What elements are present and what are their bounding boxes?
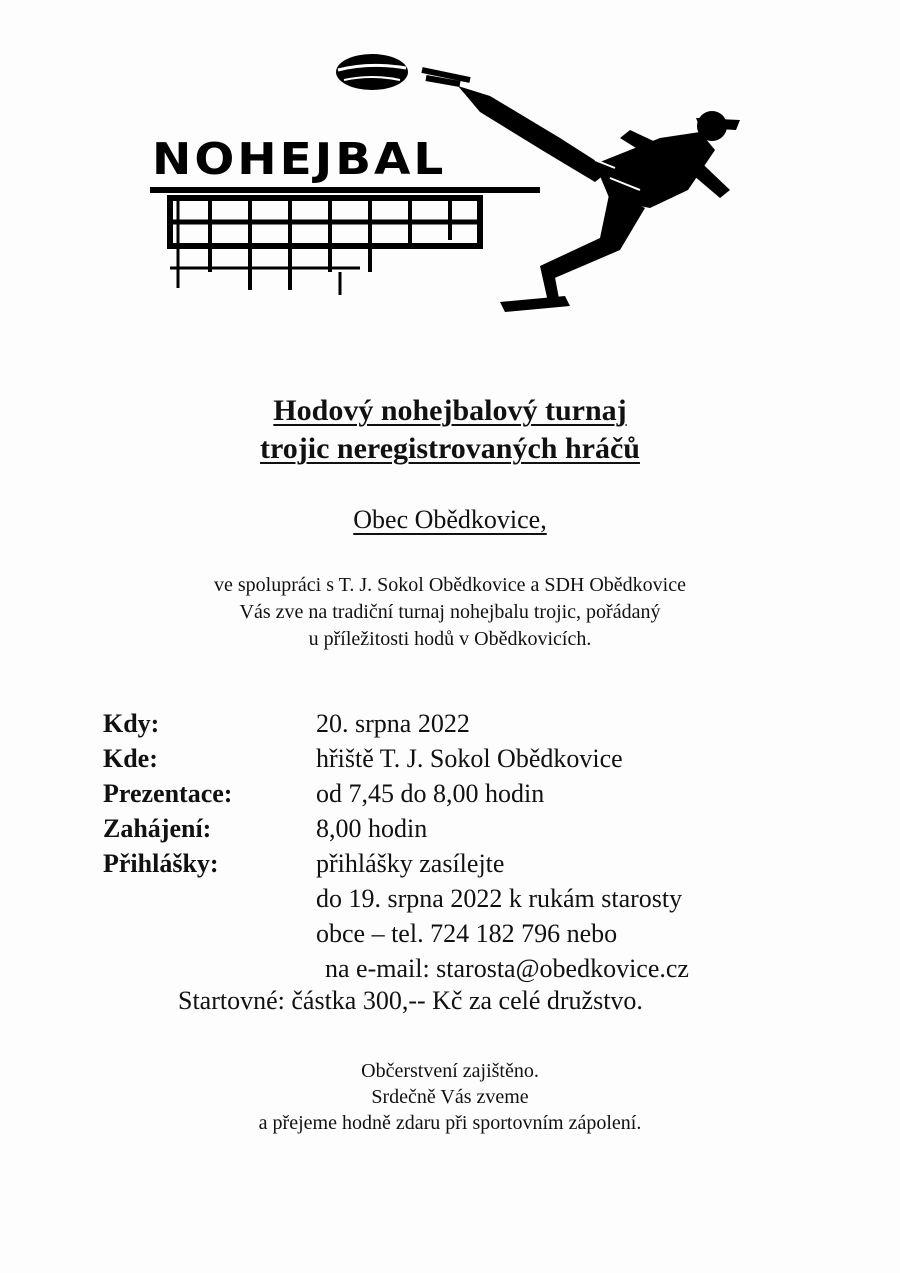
where-value: hřiště T. J. Sokol Obědkovice (316, 744, 623, 773)
intro-paragraph (0, 572, 900, 653)
start-label: Zahájení: (103, 814, 212, 843)
applications-line-3: obce – tel. 724 182 796 nebo (316, 919, 618, 948)
applications-email: na e-mail: starosta@obedkovice.cz (325, 954, 689, 983)
when-value: 20. srpna 2022 (316, 709, 470, 738)
page-title (0, 392, 900, 468)
registration-value: od 7,45 do 8,00 hodin (316, 779, 545, 808)
footer-line-2: Srdečně Vás zveme (371, 1086, 529, 1108)
detail-applications (103, 846, 689, 881)
nohejbal-logo (140, 40, 760, 320)
applications-label: Přihlášky: (103, 849, 219, 878)
entry-fee: Startovné: částka 300,-- Kč za celé družstvo. (178, 986, 643, 1015)
footer-line-1: Občerstvení zajištěno. (361, 1060, 539, 1082)
title-line-1: Hodový nohejbalový turnaj (273, 394, 627, 427)
title-line-2: trojic neregistrovaných hráčů (260, 432, 640, 465)
intro-line-1: ve spolupráci s T. J. Sokol Obědkovice a SDH Obědkovice (214, 574, 686, 596)
detail-when (103, 706, 689, 741)
detail-start (103, 811, 689, 846)
applications-line-1: přihlášky zasílejte (316, 849, 505, 878)
organizer-name: Obec Obědkovice, (353, 505, 547, 534)
intro-line-3: u příležitosti hodů v Obědkovicích. (308, 628, 592, 650)
organizer (0, 505, 900, 535)
detail-where (103, 741, 689, 776)
when-label: Kdy: (103, 709, 160, 738)
intro-line-2: Vás zve na tradiční turnaj nohejbalu trojic, pořádaný (239, 601, 661, 623)
footer-note (0, 1058, 900, 1136)
applications-line-2: do 19. srpna 2022 k rukám starosty (316, 884, 683, 913)
start-value: 8,00 hodin (316, 814, 428, 843)
event-details (103, 706, 689, 986)
detail-registration (103, 776, 689, 811)
logo-text: NOHEJBAL (152, 134, 447, 185)
where-label: Kde: (103, 744, 158, 773)
footer-line-3: a přejeme hodně zdaru při sportovním zápolení. (258, 1112, 642, 1134)
registration-label: Prezentace: (103, 779, 233, 808)
